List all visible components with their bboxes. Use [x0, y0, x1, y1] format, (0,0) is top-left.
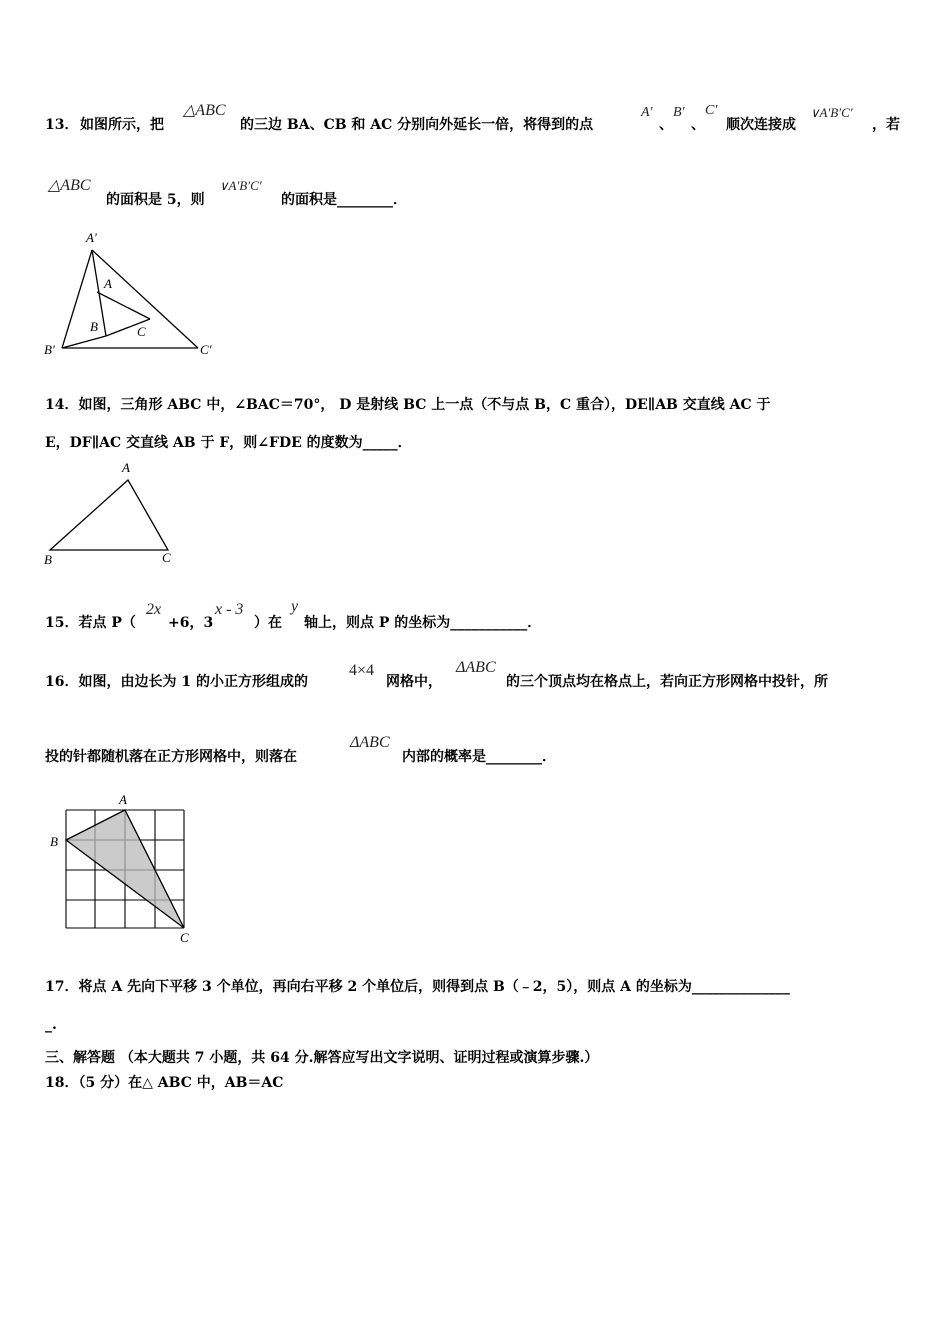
q15-expr-y: y — [291, 598, 299, 615]
q16-grid-size: 4×4 — [349, 662, 375, 679]
q14-triangle — [50, 480, 168, 550]
q16-text-3: 的三个顶点均在格点上，若向正方形网格中投针，所 — [506, 674, 828, 690]
q13-figure — [40, 228, 230, 363]
section-3-title: 三、解答题 （本大题共 7 小题，共 64 分.解答应写出文字说明、证明过程或演算步骤.） — [45, 1050, 599, 1066]
q15-text-2: +6，3 — [168, 615, 214, 631]
q16-figure — [40, 790, 210, 950]
q13-label-b-prime: B′ — [44, 342, 55, 357]
q15-text-1: 15．若点 P（ — [45, 615, 136, 631]
q13-text-4: ，若 — [872, 117, 900, 133]
q17-line-2: _. — [45, 1017, 57, 1033]
q17-line-1: 17．将点 A 先向下平移 3 个单位，再向右平移 2 个单位后，则得到点 B（﹣2，5），则点 A 的坐标为______________ — [45, 979, 790, 995]
q14-line-2: E，DF∥AC 交直线 AB 于 F，则∠FDE 的度数为_____． — [45, 435, 412, 451]
q13-triangle-abc: △ABC — [183, 102, 226, 119]
q16-text-4: 投的针都随机落在正方形网格中，则落在 — [45, 749, 297, 765]
q14-label-c: C — [162, 550, 171, 565]
q13-a-prime: A′ — [641, 105, 653, 120]
q13-line-b-b-prime — [62, 336, 106, 348]
q16-label-b: B — [50, 834, 58, 849]
q14-figure — [40, 458, 190, 573]
q18-text: 18．（5 分）在△ ABC 中，AB＝AC — [45, 1075, 284, 1091]
q13-text-3: 顺次连接成 — [726, 117, 796, 133]
q16-triangle-abc: ΔABC — [456, 659, 496, 676]
q14-label-a: A — [122, 460, 130, 475]
q13-label-a: A — [104, 276, 112, 291]
q13-sep-2: 、 — [691, 117, 705, 133]
q16-label-a: A — [119, 792, 127, 807]
q13-text-6: 的面积是________． — [281, 192, 407, 208]
q13-label-c-prime: C′ — [200, 342, 212, 357]
q16-triangle-abc-2: ΔABC — [350, 734, 390, 751]
q13-label-a-prime: A′ — [86, 230, 97, 245]
q16-text-2: 网格中， — [386, 674, 442, 690]
q13-label-c: C — [137, 324, 146, 339]
q13-text-1: 如图所示，把 — [80, 117, 164, 133]
q14-line-1: 14．如图，三角形 ABC 中，∠BAC＝70°， D 是射线 BC 上一点（不与点 B，C 重合），DE∥AB 交直线 AC 于 — [45, 397, 771, 413]
q13-triangle-prime: ∨A′B′C′ — [810, 105, 853, 120]
q16-text-1: 16．如图，由边长为 1 的小正方形组成的 — [45, 674, 308, 690]
q13-triangle-abc-2: △ABC — [48, 177, 91, 194]
q15-expr-x-minus-3: x - 3 — [215, 601, 244, 618]
q13-c-prime: C′ — [705, 103, 718, 118]
q15-text-3: ）在 — [254, 615, 282, 631]
q13-line-a-prime-b-prime — [62, 250, 92, 348]
q16-label-c: C — [180, 930, 189, 945]
q13-b-prime: B′ — [673, 105, 685, 120]
q13-sep-1: 、 — [659, 117, 673, 133]
q13-label-b: B — [90, 319, 98, 334]
q16-text-5: 内部的概率是________． — [402, 749, 556, 765]
q13-text-5: 的面积是 5，则 — [106, 192, 205, 208]
q15-expr-2x: 2x — [146, 601, 162, 618]
q13-number: 13． — [45, 117, 79, 133]
q14-label-b: B — [44, 552, 52, 567]
q13-triangle-prime-2: ∨A′B′C′ — [219, 178, 262, 193]
q13-text-2: 的三边 BA、CB 和 AC 分别向外延长一倍，将得到的点 — [240, 117, 594, 133]
q15-text-4: 轴上，则点 P 的坐标为___________． — [304, 615, 542, 631]
